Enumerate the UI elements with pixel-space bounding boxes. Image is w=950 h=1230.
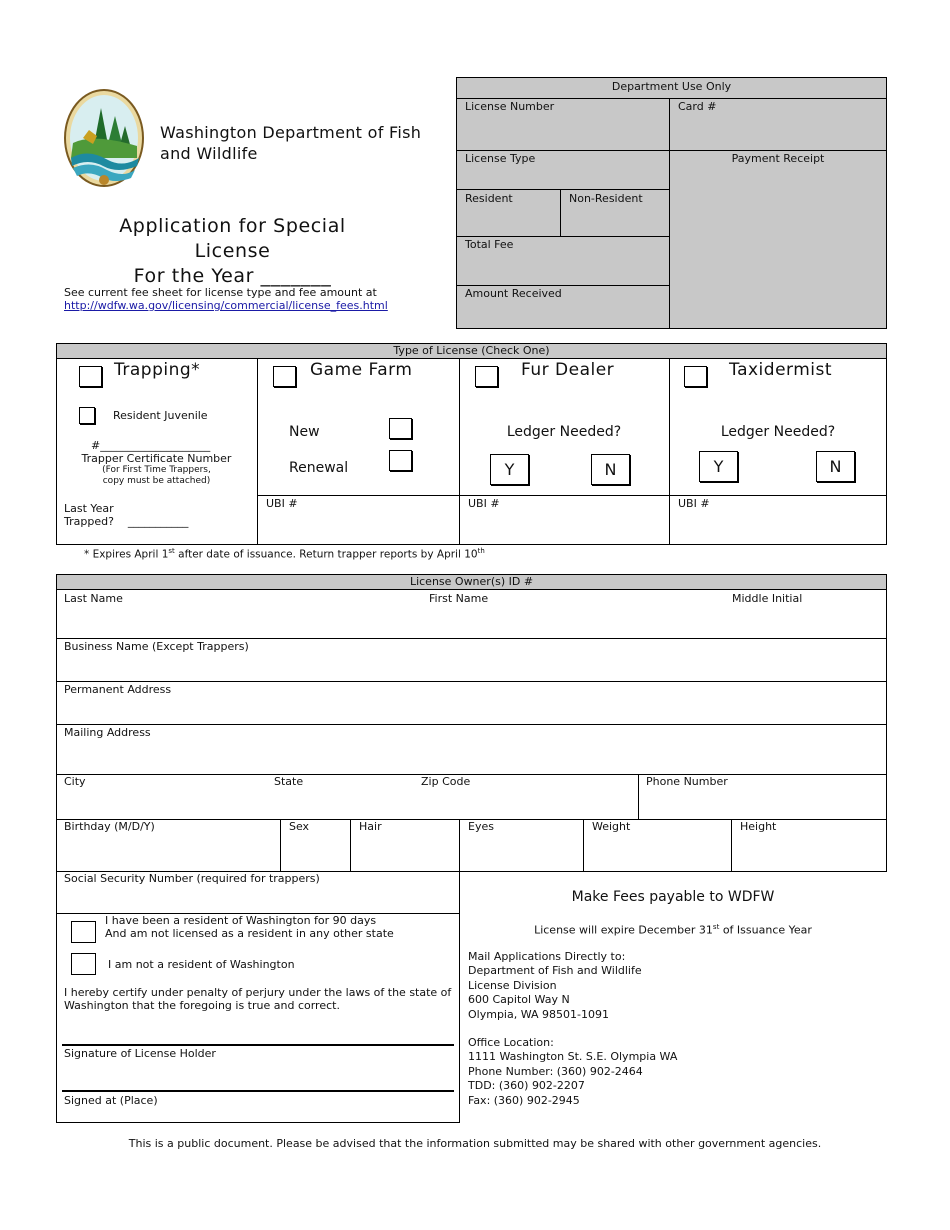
last-name-field[interactable]: Last Name [64,592,123,605]
fur-dealer-ubi: UBI # [468,497,500,510]
payment-receipt-field: Payment Receipt [731,152,825,165]
last-year-blank[interactable]: ___________ [127,515,189,528]
signature-field[interactable]: Signature of License Holder [64,1047,216,1060]
resident-field: Resident [465,192,513,205]
trapper-certificate-blank[interactable]: #____________________ [91,439,211,452]
agency-name-line1: Washington Department of Fish [160,123,422,142]
game-farm-new-checkbox[interactable] [389,418,412,439]
fur-dealer-yes-box[interactable]: Y [490,454,529,485]
office-info: Office Location: 1111 Washington St. S.E. Olympia WA Phone Number: (360) 902-2464 TDD: (360) 902-2207 Fax: (360) 902-2945 [468,1036,678,1107]
first-name-field[interactable]: First Name [429,592,489,605]
game-farm-ubi: UBI # [266,497,298,510]
card-number-field: Card # [678,100,717,113]
fees-payable-note: Make Fees payable to WDFW [571,889,775,905]
form-year-line: For the Year _______ [133,265,332,287]
game-farm-renewal-label: Renewal [289,460,349,476]
resident-statement-line1: I have been a resident of Washington for 90 days [105,914,377,927]
perjury-statement-line1: I hereby certify under penalty of perjury under the laws of the state of [64,986,452,999]
taxidermist-ubi: UBI # [678,497,710,510]
game-farm-label: Game Farm [310,360,413,380]
department-use-title: Department Use Only [611,80,732,93]
fee-note: See current fee sheet for license type and fee amount at [64,286,377,299]
fur-dealer-label: Fur Dealer [521,360,615,380]
taxidermist-yes-box[interactable]: Y [699,451,738,482]
trapper-certificate-note2: copy must be attached) [102,476,211,486]
weight-field[interactable]: Weight [592,820,631,833]
fur-dealer-checkbox[interactable] [475,366,498,387]
sex-field[interactable]: Sex [289,820,310,833]
license-expiry-note: License will expire December 31st of Issuance Year [534,923,812,937]
license-type-field: License Type [465,152,536,165]
agency-name-line2: and Wildlife [160,144,258,163]
form-title: Application for Special License [119,215,346,262]
game-farm-checkbox[interactable] [273,366,296,387]
license-type-title: Type of License (Check One) [393,344,550,357]
license-owner-title: License Owner(s) ID # [409,575,534,588]
mailing-info: Mail Applications Directly to: Department of Fish and Wildlife License Division 600 Capitol Way N Olympia, WA 98501-1091 [468,950,642,1021]
taxidermist-checkbox[interactable] [684,366,707,387]
last-year-label1: Last Year [64,502,114,515]
height-field[interactable]: Height [740,820,777,833]
trapper-certificate-label: Trapper Certificate Number [81,452,232,465]
signed-at-field[interactable]: Signed at (Place) [64,1094,158,1107]
game-farm-renewal-checkbox[interactable] [389,450,412,471]
perjury-statement-line2: Washington that the foregoing is true and correct. [64,999,340,1012]
trapping-label: Trapping* [114,360,201,380]
wdfw-seal-logo [63,88,145,188]
trapping-checkbox[interactable] [79,366,102,387]
total-fee-field: Total Fee [465,238,514,251]
hair-field[interactable]: Hair [359,820,382,833]
eyes-field[interactable]: Eyes [468,820,494,833]
non-resident-field: Non-Resident [569,192,643,205]
resident-90-days-checkbox[interactable] [71,921,96,943]
ssn-field[interactable]: Social Security Number (required for trappers) [64,872,320,885]
fee-sheet-link[interactable]: http://wdfw.wa.gov/licensing/commercial/license_fees.html [64,299,388,312]
state-field[interactable]: State [274,775,304,788]
mailing-address-field[interactable]: Mailing Address [64,726,151,739]
permanent-address-field[interactable]: Permanent Address [64,683,172,696]
zip-code-field[interactable]: Zip Code [421,775,471,788]
non-resident-checkbox[interactable] [71,953,96,975]
fur-dealer-no-box[interactable]: N [591,454,630,485]
non-resident-statement: I am not a resident of Washington [108,958,295,971]
expiration-note: * Expires April 1st after date of issuance. Return trapper reports by April 10th [84,547,485,561]
last-year-label2: Trapped? [64,515,114,528]
trapper-certificate-note1: (For First Time Trappers, [102,465,211,475]
birthday-field[interactable]: Birthday (M/D/Y) [64,820,155,833]
middle-initial-field[interactable]: Middle Initial [732,592,803,605]
license-number-field: License Number [465,100,555,113]
phone-number-field[interactable]: Phone Number [646,775,728,788]
public-document-footer: This is a public document. Please be advised that the information submitted may be shared with other government agencies. [128,1137,822,1150]
game-farm-new-label: New [289,424,320,440]
city-field[interactable]: City [64,775,86,788]
business-name-field[interactable]: Business Name (Except Trappers) [64,640,249,653]
taxidermist-no-box[interactable]: N [816,451,855,482]
taxidermist-label: Taxidermist [729,360,833,380]
amount-received-field: Amount Received [465,287,562,300]
resident-juvenile-label: Resident Juvenile [113,409,208,422]
taxidermist-ledger-label: Ledger Needed? [720,424,836,440]
fur-dealer-ledger-label: Ledger Needed? [506,424,622,440]
resident-statement-line2: And am not licensed as a resident in any other state [105,927,394,940]
resident-juvenile-checkbox[interactable] [79,407,95,424]
